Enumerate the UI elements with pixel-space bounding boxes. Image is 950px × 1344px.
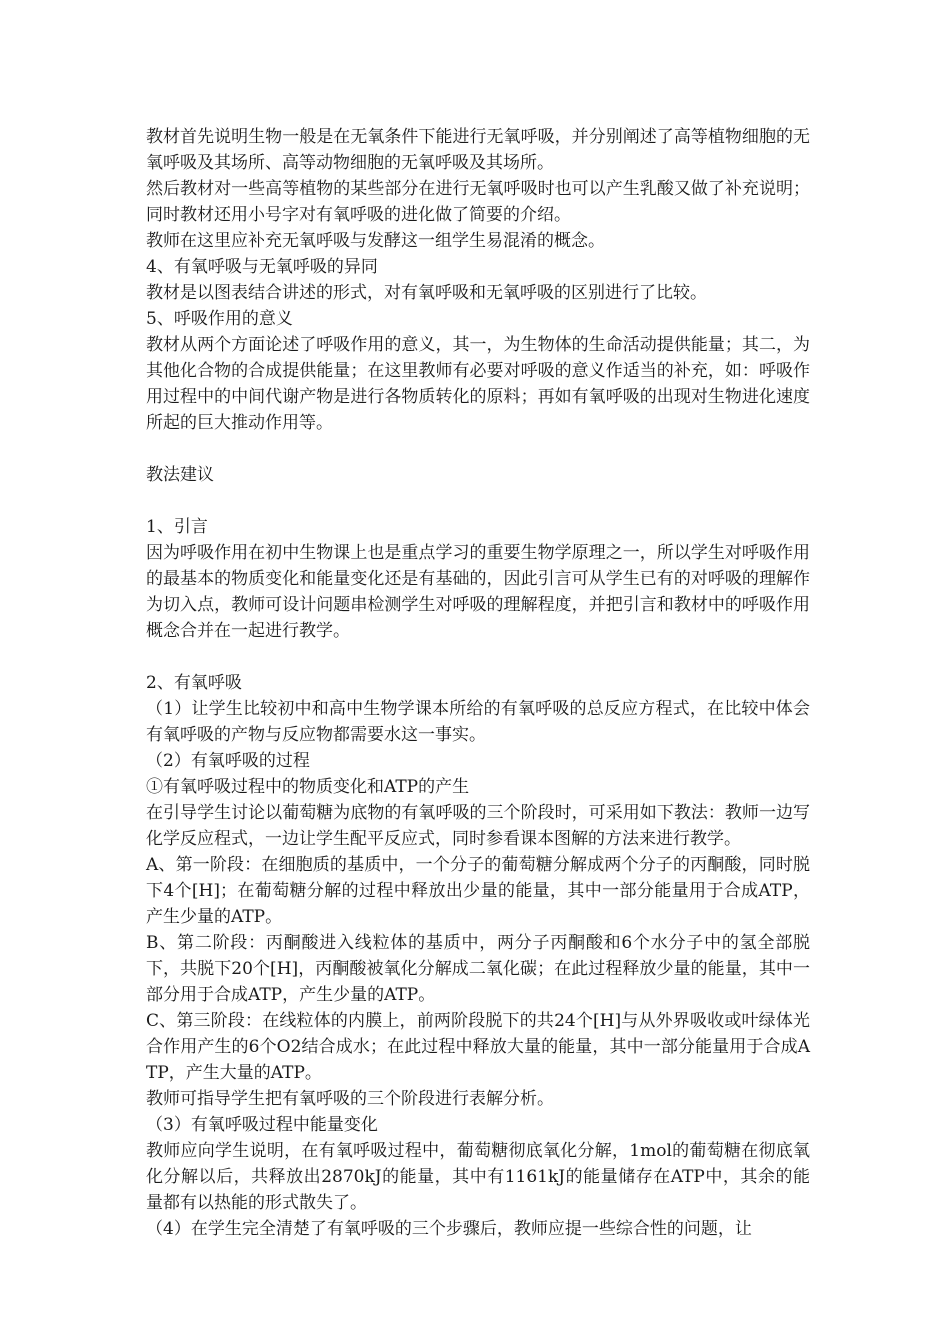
heading-aerobic-respiration: 2、有氧呼吸 (146, 673, 242, 693)
paragraph-stage-a: A、第一阶段：在细胞质的基质中，一个分子的葡萄糖分解成两个分子的丙酮酸，同时脱下4个[H]；在葡萄糖分解的过程中释放出少量的能量，其中一部分能量用于合成ATP，产生少量的ATP。 (146, 855, 810, 927)
subheading-material-change-atp: ①有氧呼吸过程中的物质变化和ATP的产生 (146, 777, 470, 797)
paragraph-significance: 教材从两个方面论述了呼吸作用的意义，其一，为生物体的生命活动提供能量；其二，为其他化合物的合成提供能量；在这里教师有必要对呼吸的意义作适当的补充，如：呼吸作用过程中的中间代谢产物是进行各物质转化的原料；再如有氧呼吸的出现对生物进化速度所起的巨大推动作用等。 (146, 335, 810, 433)
paragraph-introduction: 因为呼吸作用在初中生物课上也是重点学习的重要生物学原理之一，所以学生对呼吸作用的最基本的物质变化和能量变化还是有基础的，因此引言可从学生已有的对呼吸的理解作为切入点，教师可设计问题串检测学生对呼吸的理解程度，并把引言和教材中的呼吸作用概念合并在一起进行教学。 (146, 543, 810, 641)
paragraph-energy-change: 教师应向学生说明，在有氧呼吸过程中，葡萄糖彻底氧化分解，1mol的葡萄糖在彻底氧化分解以后，共释放出2870kJ的能量，其中有1161kJ的能量储存在ATP中，其余的能量都有以热能的形式散失了。 (146, 1141, 810, 1213)
paragraph-comparison: 教材是以图表结合讲述的形式，对有氧呼吸和无氧呼吸的区别进行了比较。 (146, 283, 707, 303)
paragraph-stage-b: B、第二阶段：丙酮酸进入线粒体的基质中，两分子丙酮酸和6个水分子中的氢全部脱下，共脱下20个[H]，丙酮酸被氧化分解成二氧化碳；在此过程释放少量的能量，其中一部分用于合成ATP，产生少量的ATP。 (146, 933, 810, 1005)
heading-introduction: 1、引言 (146, 517, 208, 537)
spacer (146, 644, 810, 670)
paragraph-fermentation-note: 教师在这里应补充无氧呼吸与发酵这一组学生易混淆的概念。 (146, 231, 605, 251)
heading-respiration-significance: 5、呼吸作用的意义 (146, 309, 293, 329)
section-title-teaching-suggestions: 教法建议 (146, 465, 214, 485)
paragraph-anaerobic-intro: 教材首先说明生物一般是在无氧条件下能进行无氧呼吸，并分别阐述了高等植物细胞的无氧呼吸及其场所、高等动物细胞的无氧呼吸及其场所。 (146, 127, 810, 173)
spacer (146, 488, 810, 514)
subheading-aerobic-process: （2）有氧呼吸的过程 (146, 751, 310, 771)
paragraph-table-analysis: 教师可指导学生把有氧呼吸的三个阶段进行表解分析。 (146, 1089, 554, 1109)
paragraph-comprehensive-questions: （4）在学生完全清楚了有氧呼吸的三个步骤后，教师应提一些综合性的问题，让 (146, 1219, 752, 1239)
paragraph-three-stages-method: 在引导学生讨论以葡萄糖为底物的有氧呼吸的三个阶段时，可采用如下教法：教师一边写化学反应程式，一边让学生配平反应式，同时参看课本图解的方法来进行教学。 (146, 803, 810, 849)
paragraph-equation-comparison: （1）让学生比较初中和高中生物学课本所给的有氧呼吸的总反应方程式，在比较中体会有氧呼吸的产物与反应物都需要水这一事实。 (146, 699, 810, 745)
heading-aerobic-vs-anaerobic: 4、有氧呼吸与无氧呼吸的异同 (146, 257, 378, 277)
spacer (146, 436, 810, 462)
document-body (146, 124, 810, 1242)
paragraph-stage-c: C、第三阶段：在线粒体的内膜上，前两阶段脱下的共24个[H]与从外界吸收或叶绿体光合作用产生的6个O2结合成水；在此过程中释放大量的能量，其中一部分能量用于合成ATP，产生大量的ATP。 (146, 1011, 810, 1083)
subheading-energy-change: （3）有氧呼吸过程中能量变化 (146, 1115, 378, 1135)
paragraph-lactic-acid: 然后教材对一些高等植物的某些部分在进行无氧呼吸时也可以产生乳酸又做了补充说明；同时教材还用小号字对有氧呼吸的进化做了简要的介绍。 (146, 179, 810, 225)
